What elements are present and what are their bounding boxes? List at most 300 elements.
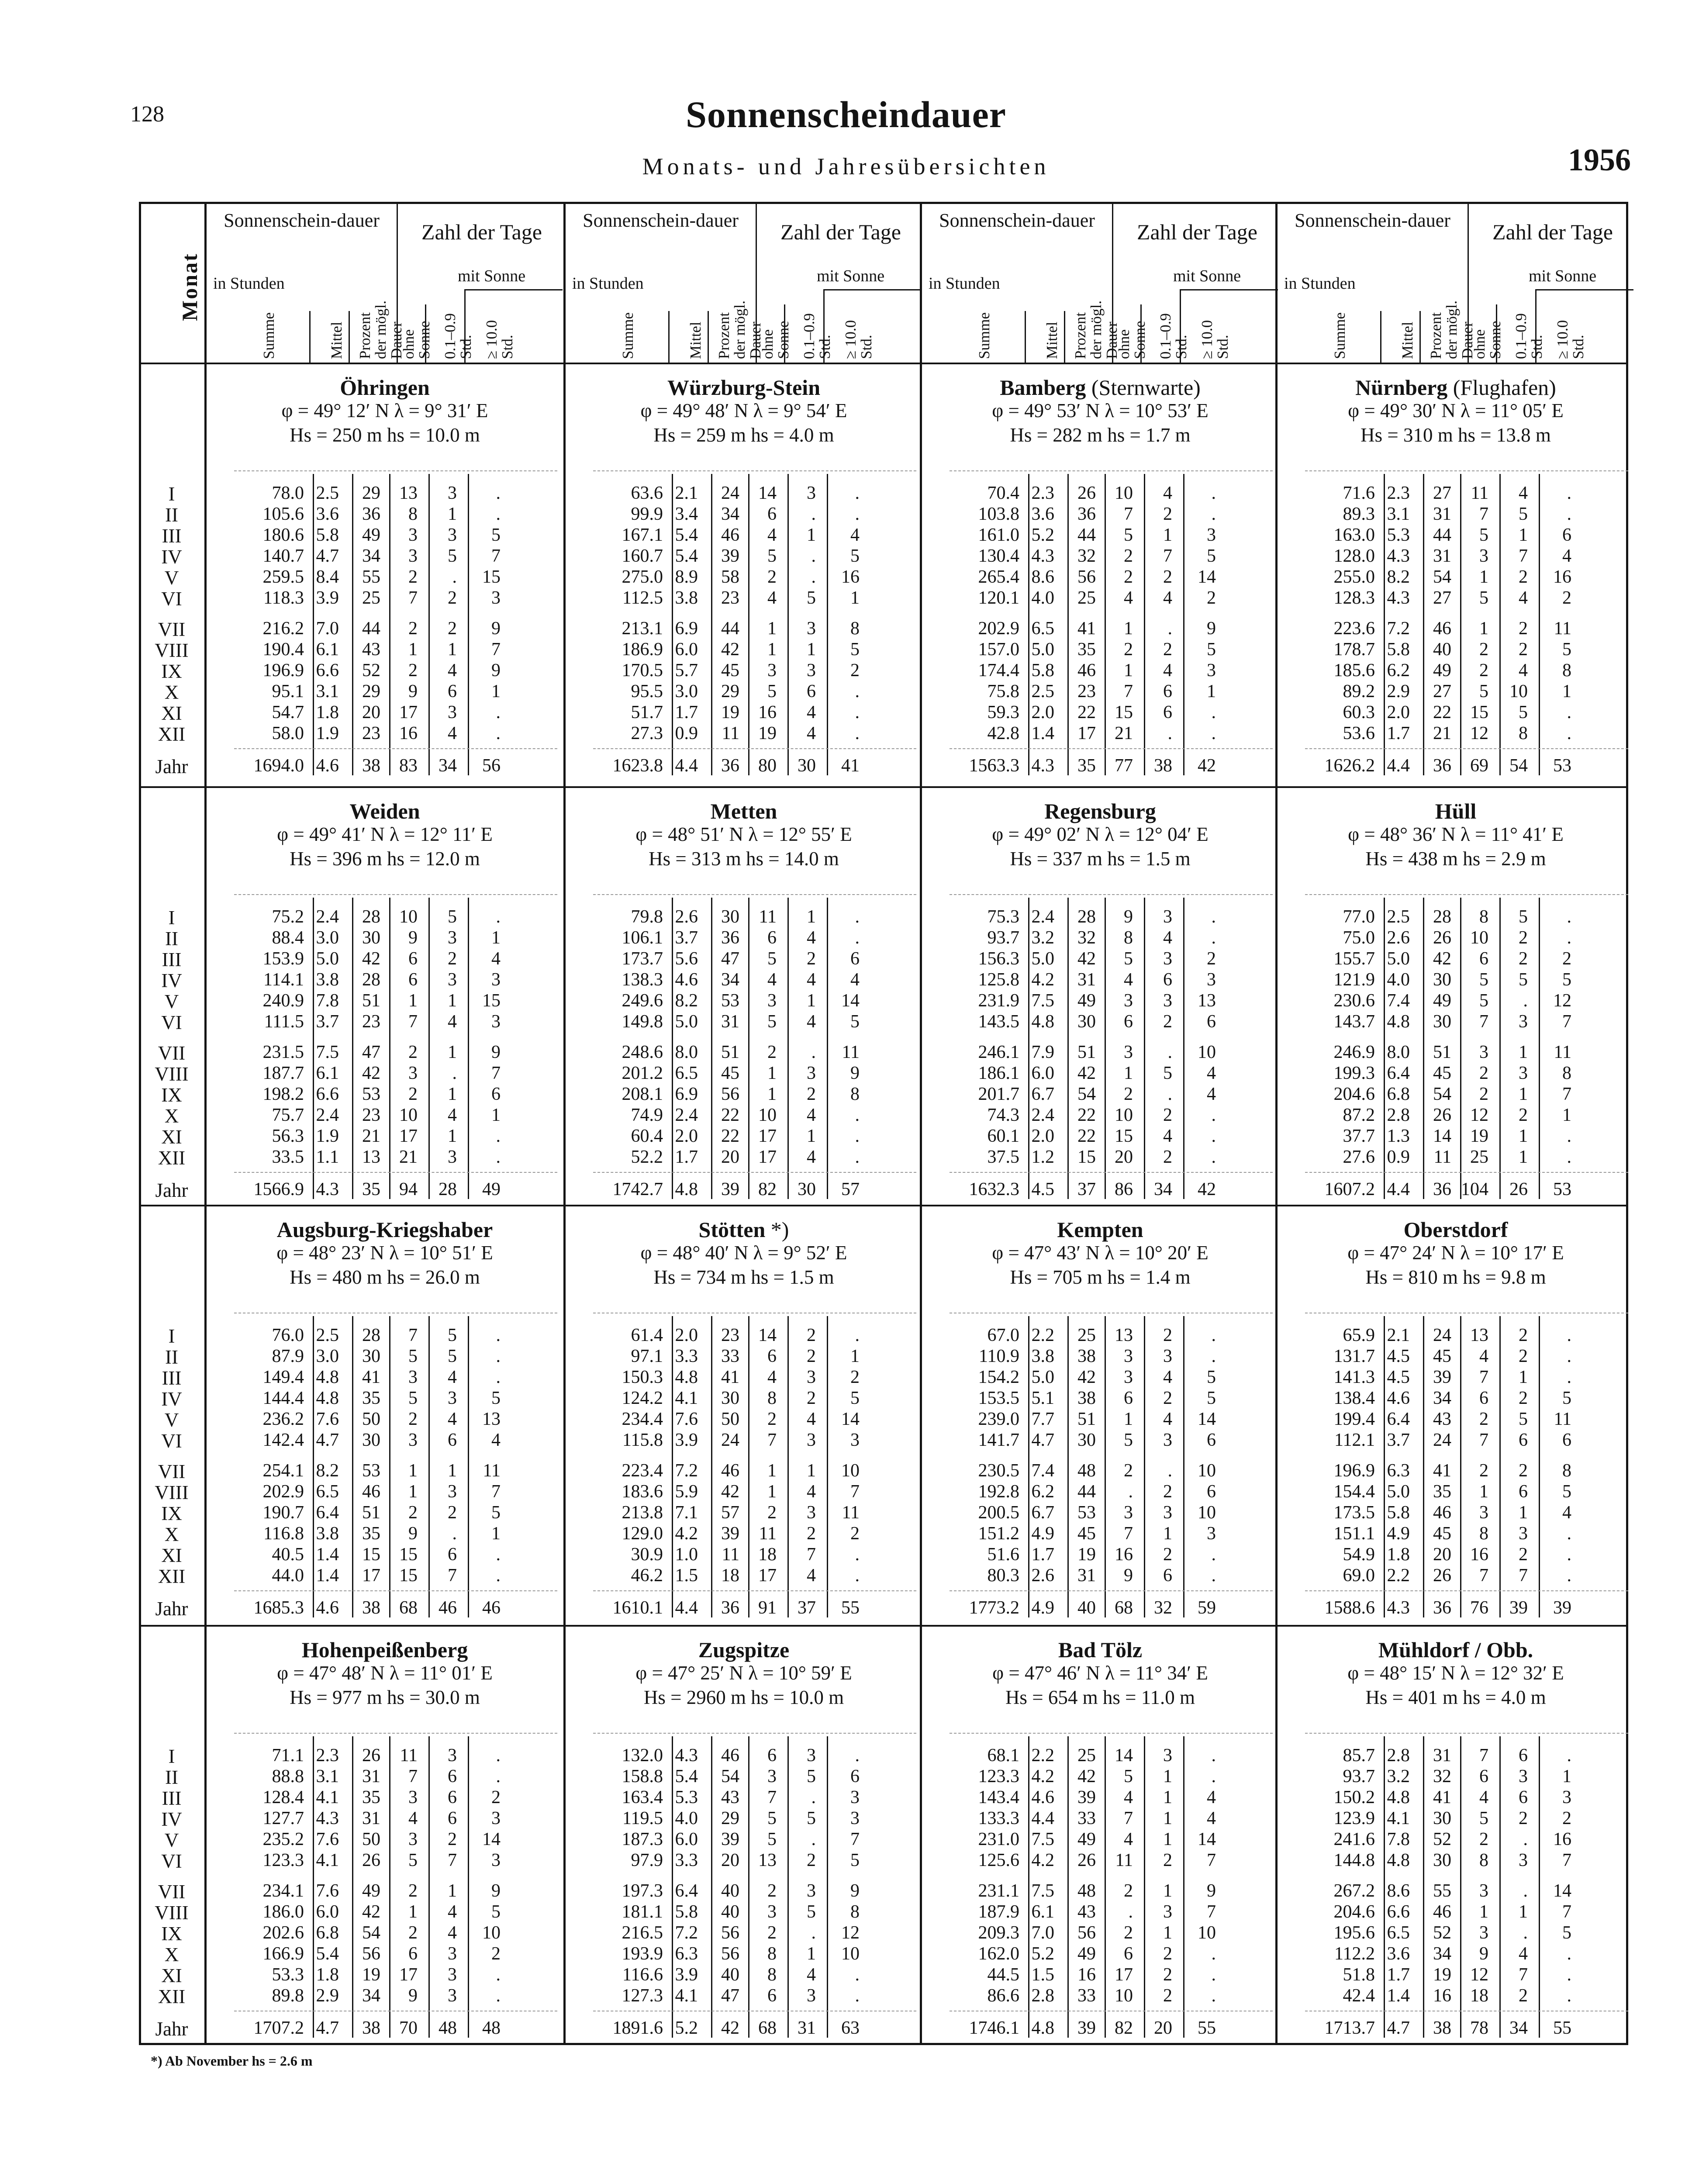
- table-cell: 5: [1519, 1409, 1528, 1429]
- station-name-text: Stötten: [698, 1217, 766, 1242]
- table-cell: .: [1211, 702, 1216, 722]
- table-cell: 7: [850, 1829, 860, 1849]
- table-cell: 4.6: [1031, 1787, 1054, 1807]
- table-cell: 129.0: [622, 1524, 663, 1544]
- table-cell: .: [1567, 1545, 1571, 1565]
- month-label: IX: [161, 1503, 182, 1524]
- table-cell: 7: [1519, 1565, 1528, 1586]
- table-cell: 2: [1519, 567, 1528, 587]
- table-cell: 3: [1519, 1012, 1528, 1032]
- table-cell: 7: [1479, 504, 1488, 524]
- table-cell: 29: [362, 483, 380, 503]
- table-cell: 1: [1519, 1367, 1528, 1387]
- prozent-header: [716, 301, 763, 359]
- table-cell: .: [1567, 1325, 1571, 1345]
- table-cell: 27: [1433, 681, 1451, 702]
- table-cell: 4: [807, 1012, 816, 1032]
- station-name-text: Mühldorf / Obb.: [1378, 1638, 1533, 1662]
- table-cell: 33: [1077, 1808, 1096, 1828]
- table-cell: 5: [1479, 970, 1488, 990]
- table-cell: 7: [408, 1012, 418, 1032]
- table-cell: 3: [807, 1881, 816, 1901]
- table-cell: 173.7: [622, 949, 663, 969]
- table-cell: 56: [721, 1923, 739, 1943]
- station-coordinates: φ = 47° 48′ N λ = 11° 01′ E: [277, 1662, 493, 1684]
- table-cell: 5: [850, 1388, 860, 1408]
- ohne-sonne-header-line: ohne: [1471, 329, 1488, 359]
- hours-10-plus-header-line: Std.: [1570, 335, 1587, 359]
- table-cell: 87.9: [272, 1346, 304, 1366]
- table-cell: 15: [1115, 1126, 1133, 1146]
- station-coordinates: φ = 47° 43′ N λ = 10° 20′ E: [992, 1242, 1209, 1264]
- table-cell: 4: [491, 949, 501, 969]
- table-cell: 6.8: [1387, 1084, 1410, 1104]
- month-label: I: [168, 483, 175, 505]
- table-cell: 3: [448, 1965, 457, 1985]
- table-cell: 1: [448, 504, 457, 524]
- table-cell: 6.5: [316, 1482, 339, 1502]
- table-cell: 125.8: [978, 970, 1019, 990]
- table-cell: 106.1: [622, 928, 663, 948]
- table-cell: 7.6: [316, 1881, 339, 1901]
- table-cell: 1: [491, 1524, 501, 1544]
- table-cell: 28: [362, 1325, 380, 1345]
- table-cell: 25: [1077, 1745, 1096, 1766]
- table-cell: 1891.6: [612, 2018, 663, 2038]
- table-cell: 41: [721, 1367, 739, 1387]
- table-cell: 208.1: [622, 1084, 663, 1104]
- table-cell: 46: [1433, 619, 1451, 639]
- table-cell: 1: [1519, 1126, 1528, 1146]
- table-cell: 1.8: [316, 1965, 339, 1985]
- table-cell: 4.8: [1387, 1012, 1410, 1032]
- in-stunden-header: in Stunden: [572, 274, 644, 293]
- table-cell: 54: [1077, 1084, 1096, 1104]
- section-divider: [593, 1590, 916, 1591]
- table-cell: 6.4: [1387, 1409, 1410, 1429]
- table-cell: .: [496, 1766, 501, 1787]
- month-label: V: [164, 1409, 179, 1431]
- mittel-header-line: Mittel: [328, 321, 345, 359]
- table-cell: 200.5: [978, 1503, 1019, 1523]
- table-cell: 1.5: [675, 1565, 698, 1586]
- table-cell: 2.3: [1387, 483, 1410, 503]
- station-heights: Hs = 977 m hs = 30.0 m: [290, 1686, 480, 1708]
- table-cell: 42: [1198, 1179, 1216, 1199]
- table-cell: 143.5: [978, 1012, 1019, 1032]
- table-cell: 1: [807, 1461, 816, 1481]
- section-divider: [1305, 748, 1628, 749]
- table-cell: 2: [1562, 949, 1571, 969]
- table-cell: 3: [1479, 546, 1488, 566]
- table-cell: 40: [721, 1902, 739, 1922]
- table-cell: 5.8: [1387, 1503, 1410, 1523]
- table-cell: 10: [841, 1461, 860, 1481]
- month-label: II: [165, 928, 178, 950]
- table-cell: .: [1567, 483, 1571, 503]
- table-cell: 150.3: [622, 1367, 663, 1387]
- table-cell: 61.4: [631, 1325, 663, 1345]
- table-cell: 53: [1553, 756, 1571, 776]
- month-label: II: [165, 1346, 178, 1368]
- table-cell: 6.7: [1031, 1084, 1054, 1104]
- mittel-header: [329, 321, 345, 359]
- table-cell: 1.3: [1387, 1126, 1410, 1146]
- table-cell: 3: [448, 483, 457, 503]
- table-cell: 5: [1519, 907, 1528, 927]
- table-cell: 3: [1479, 1042, 1488, 1062]
- table-cell: 154.2: [978, 1367, 1019, 1387]
- table-cell: 2: [1163, 1850, 1172, 1870]
- mit-sonne-line: [823, 289, 922, 290]
- table-cell: 4: [850, 970, 860, 990]
- table-cell: 187.3: [622, 1829, 663, 1849]
- table-cell: 2: [1163, 1944, 1172, 1964]
- table-cell: 70: [399, 2018, 418, 2038]
- month-label: Jahr: [155, 2018, 188, 2040]
- station-name: [1279, 1637, 1633, 1662]
- table-cell: 2: [1519, 1461, 1528, 1481]
- station-block: [567, 786, 921, 1206]
- table-cell: 3: [448, 928, 457, 948]
- table-cell: 4: [448, 1012, 457, 1032]
- month-label: VIII: [155, 639, 189, 661]
- table-cell: .: [496, 1565, 501, 1586]
- table-cell: 5: [1479, 1808, 1488, 1828]
- table-cell: 10: [482, 1923, 501, 1943]
- table-cell: 15: [362, 1545, 380, 1565]
- table-cell: 6.4: [675, 1881, 698, 1901]
- table-cell: 54.7: [272, 702, 304, 722]
- zahl-der-tage-header: Zahl der Tage: [421, 220, 542, 244]
- station-name-text: Metten: [710, 799, 777, 823]
- table-cell: 10: [399, 1105, 418, 1125]
- table-cell: 56: [482, 756, 501, 776]
- table-cell: .: [855, 907, 860, 927]
- station-block: [208, 786, 562, 1206]
- table-cell: 127.7: [262, 1808, 304, 1828]
- table-cell: 6: [767, 504, 777, 524]
- table-cell: 28: [1077, 907, 1096, 927]
- table-cell: 71.1: [272, 1745, 304, 1766]
- table-cell: 2.8: [1031, 1986, 1054, 2006]
- month-label: XI: [161, 1965, 182, 1987]
- table-cell: 56: [362, 1944, 380, 1964]
- table-cell: 5: [1163, 1063, 1172, 1083]
- table-cell: 39: [721, 1179, 739, 1199]
- station-heights: Hs = 310 m hs = 13.8 m: [1361, 424, 1551, 446]
- table-cell: 8.6: [1387, 1881, 1410, 1901]
- table-cell: 167.1: [622, 525, 663, 545]
- table-cell: 44: [1077, 525, 1096, 545]
- station-name-text: Hohenpeißenberg: [301, 1638, 468, 1662]
- prozent-header-line: Dauer: [1103, 321, 1120, 359]
- table-cell: 1.4: [1031, 723, 1054, 743]
- table-cell: 6: [448, 681, 457, 702]
- table-cell: 54: [1509, 756, 1528, 776]
- table-cell: 25: [1470, 1147, 1488, 1167]
- station-name: [567, 1217, 921, 1242]
- table-cell: 14: [482, 1829, 501, 1849]
- table-cell: 2: [1124, 1923, 1133, 1943]
- table-cell: 4: [807, 1965, 816, 1985]
- table-cell: 3.2: [1387, 1766, 1410, 1787]
- month-label: IX: [161, 1923, 182, 1945]
- table-cell: 5: [850, 1012, 860, 1032]
- table-cell: 2.4: [316, 1105, 339, 1125]
- table-cell: 213.8: [622, 1503, 663, 1523]
- table-cell: 138.3: [622, 970, 663, 990]
- table-cell: 4.7: [1387, 2018, 1410, 2038]
- table-cell: 3.7: [675, 928, 698, 948]
- table-cell: 54.9: [1343, 1545, 1375, 1565]
- table-cell: .: [496, 907, 501, 927]
- table-cell: 40.5: [272, 1545, 304, 1565]
- table-cell: 19: [721, 702, 739, 722]
- table-cell: 11: [1115, 1850, 1133, 1870]
- table-cell: .: [1211, 483, 1216, 503]
- table-cell: 9: [850, 1063, 860, 1083]
- table-cell: 38: [362, 756, 380, 776]
- station-name: [208, 798, 562, 824]
- prozent-header-line: Prozent: [715, 312, 732, 359]
- in-stunden-header: in Stunden: [213, 274, 285, 293]
- table-cell: 1: [807, 525, 816, 545]
- section-divider: [1305, 1733, 1628, 1734]
- station-coordinates: φ = 48° 15′ N λ = 12° 32′ E: [1347, 1662, 1564, 1684]
- table-cell: .: [1211, 1965, 1216, 1985]
- station-name: [923, 1637, 1277, 1662]
- table-cell: .: [1567, 1986, 1571, 2006]
- table-cell: 6: [1124, 1388, 1133, 1408]
- table-cell: 3: [807, 1063, 816, 1083]
- table-cell: 2: [408, 1042, 418, 1062]
- month-label: V: [164, 1829, 179, 1851]
- table-cell: 6: [491, 1084, 501, 1104]
- zahl-der-tage-header: Zahl der Tage: [1492, 220, 1613, 244]
- hours-0-1-0-9-header-line: Std.: [816, 335, 833, 359]
- station-coordinates: φ = 48° 40′ N λ = 9° 52′ E: [640, 1242, 847, 1264]
- table-cell: 36: [1077, 504, 1096, 524]
- table-cell: .: [496, 1346, 501, 1366]
- table-cell: 2: [767, 1923, 777, 1943]
- table-cell: 3.7: [1387, 1430, 1410, 1450]
- table-cell: 26: [1433, 1105, 1451, 1125]
- table-cell: 46: [439, 1598, 457, 1618]
- table-cell: 16: [1433, 1986, 1451, 2006]
- table-cell: 42: [1077, 1367, 1096, 1387]
- table-cell: 63.6: [631, 483, 663, 503]
- table-cell: 2: [807, 1084, 816, 1104]
- table-cell: 9: [850, 1881, 860, 1901]
- table-cell: 19: [1470, 1126, 1488, 1146]
- table-cell: 5.3: [675, 1787, 698, 1807]
- summe-header: [620, 312, 636, 359]
- in-stunden-header: in Stunden: [929, 274, 1000, 293]
- station-coordinates: φ = 49° 02′ N λ = 12° 04′ E: [992, 823, 1209, 845]
- table-cell: 103.8: [978, 504, 1019, 524]
- table-cell: 21: [362, 1126, 380, 1146]
- station-name-note: (Flughafen): [1453, 375, 1556, 400]
- table-cell: 38: [1077, 1346, 1096, 1366]
- table-cell: 7.5: [1031, 1881, 1054, 1901]
- mit-sonne-line: [1180, 289, 1278, 290]
- table-cell: 27.6: [1343, 1147, 1375, 1167]
- table-cell: 4: [1163, 483, 1172, 503]
- table-cell: 7: [1479, 1012, 1488, 1032]
- table-cell: 60.1: [987, 1126, 1019, 1146]
- table-cell: 31: [1433, 1745, 1451, 1766]
- table-cell: 44: [1433, 525, 1451, 545]
- table-cell: 127.3: [622, 1986, 663, 2006]
- ohne-sonne-header: [760, 321, 791, 359]
- table-cell: 46: [1433, 1503, 1451, 1523]
- table-cell: 4.1: [1387, 1808, 1410, 1828]
- table-cell: 86: [1115, 1179, 1133, 1199]
- table-cell: 53: [1553, 1179, 1571, 1199]
- station-heights: Hs = 734 m hs = 1.5 m: [653, 1266, 834, 1288]
- table-cell: 246.9: [1333, 1042, 1375, 1062]
- table-cell: 2: [1163, 1325, 1172, 1345]
- table-cell: 183.6: [622, 1482, 663, 1502]
- table-cell: 34: [439, 756, 457, 776]
- table-cell: 155.7: [1333, 949, 1375, 969]
- table-cell: 1.7: [675, 1147, 698, 1167]
- table-cell: 173.5: [1333, 1503, 1375, 1523]
- table-cell: 6: [1207, 1482, 1216, 1502]
- month-label: IV: [161, 546, 182, 568]
- table-cell: 2: [1519, 1346, 1528, 1366]
- table-cell: 119.5: [622, 1808, 663, 1828]
- month-label: VI: [161, 1850, 182, 1872]
- table-cell: 2.0: [675, 1325, 698, 1345]
- prozent-header-line: Prozent: [1072, 312, 1089, 359]
- month-label: XI: [161, 1545, 182, 1566]
- table-cell: 2.4: [1031, 1105, 1054, 1125]
- table-cell: 35: [362, 1179, 380, 1199]
- table-cell: 187.7: [262, 1063, 304, 1083]
- section-divider: [950, 1172, 1273, 1173]
- table-cell: 24: [1433, 1430, 1451, 1450]
- table-cell: 18: [721, 1565, 739, 1586]
- hours-0-1-0-9-header: [442, 313, 474, 359]
- table-cell: 8: [767, 1965, 777, 1985]
- table-cell: 15: [1077, 1147, 1096, 1167]
- table-cell: 1.8: [316, 702, 339, 722]
- table-cell: 7: [1124, 1808, 1133, 1828]
- table-cell: 45: [1433, 1063, 1451, 1083]
- table-cell: 4: [767, 525, 777, 545]
- table-cell: 7.4: [1031, 1461, 1054, 1481]
- table-cell: 4: [1163, 928, 1172, 948]
- table-cell: 8: [1562, 1063, 1571, 1083]
- table-cell: 5.2: [1031, 1944, 1054, 1964]
- table-cell: 5.2: [1031, 525, 1054, 545]
- table-cell: .: [1211, 504, 1216, 524]
- table-cell: 1.8: [1387, 1545, 1410, 1565]
- table-cell: 2: [850, 1524, 860, 1544]
- table-cell: 49: [1077, 1829, 1096, 1849]
- table-cell: 3: [807, 1745, 816, 1766]
- table-cell: 181.1: [622, 1902, 663, 1922]
- month-label: XII: [158, 1565, 186, 1587]
- table-cell: 6.5: [1387, 1923, 1410, 1943]
- table-cell: 36: [362, 504, 380, 524]
- table-cell: 16: [758, 702, 777, 722]
- station-coordinates: φ = 47° 24′ N λ = 10° 17′ E: [1347, 1242, 1564, 1264]
- table-cell: 42: [362, 1902, 380, 1922]
- table-cell: 7: [1479, 1565, 1488, 1586]
- table-cell: 1: [1163, 1829, 1172, 1849]
- station-name: [1279, 1217, 1633, 1242]
- table-cell: 8.9: [675, 567, 698, 587]
- table-cell: 3: [448, 1944, 457, 1964]
- prozent-header-line: der mögl.: [731, 300, 748, 359]
- table-cell: 52.2: [631, 1147, 663, 1167]
- table-cell: 3: [1124, 1042, 1133, 1062]
- table-cell: 163.0: [1333, 525, 1375, 545]
- table-cell: 36: [1433, 756, 1451, 776]
- prozent-header-line: der mögl.: [1088, 300, 1105, 359]
- table-cell: 14: [1198, 1829, 1216, 1849]
- table-cell: 42: [1077, 1766, 1096, 1787]
- table-cell: 52: [1433, 1829, 1451, 1849]
- table-cell: 94: [399, 1179, 418, 1199]
- table-cell: 4.2: [1031, 1766, 1054, 1787]
- section-divider: [593, 470, 916, 471]
- station-name: [923, 798, 1277, 824]
- table-cell: 6: [448, 1766, 457, 1787]
- table-cell: 121.9: [1333, 970, 1375, 990]
- table-cell: 3: [807, 1503, 816, 1523]
- table-cell: 34: [1154, 1179, 1172, 1199]
- table-cell: .: [496, 723, 501, 743]
- table-cell: 2.6: [675, 907, 698, 927]
- table-cell: 1626.2: [1324, 756, 1375, 776]
- table-cell: 2: [1124, 567, 1133, 587]
- table-cell: 151.2: [978, 1524, 1019, 1544]
- table-cell: 198.2: [262, 1084, 304, 1104]
- table-cell: 5.8: [1031, 660, 1054, 681]
- table-cell: 5: [767, 949, 777, 969]
- table-cell: 6: [408, 1944, 418, 1964]
- table-cell: 3: [491, 970, 501, 990]
- table-cell: 16: [1115, 1545, 1133, 1565]
- table-cell: 5: [1124, 525, 1133, 545]
- table-cell: 6: [767, 1986, 777, 2006]
- table-cell: 5.8: [1387, 639, 1410, 660]
- table-cell: 13: [758, 1850, 777, 1870]
- table-cell: 14: [1553, 1881, 1571, 1901]
- table-cell: 39: [1433, 1367, 1451, 1387]
- table-cell: 56: [1077, 567, 1096, 587]
- mittel-header: [688, 321, 704, 359]
- table-cell: 2.9: [316, 1986, 339, 2006]
- table-cell: 6: [448, 1787, 457, 1807]
- table-cell: 5: [1479, 681, 1488, 702]
- ohne-sonne-header-line: ohne: [759, 329, 776, 359]
- table-cell: 19: [362, 1965, 380, 1985]
- table-cell: 213.1: [622, 619, 663, 639]
- table-cell: 1: [408, 639, 418, 660]
- table-cell: 74.3: [987, 1105, 1019, 1125]
- table-cell: 8: [1519, 723, 1528, 743]
- mit-sonne-line: [1535, 289, 1633, 290]
- table-cell: 17: [758, 1147, 777, 1167]
- hours-0-1-0-9-header: [801, 313, 833, 359]
- table-cell: 4.3: [1387, 1598, 1410, 1618]
- mit-sonne-header: mit Sonne: [1173, 267, 1241, 285]
